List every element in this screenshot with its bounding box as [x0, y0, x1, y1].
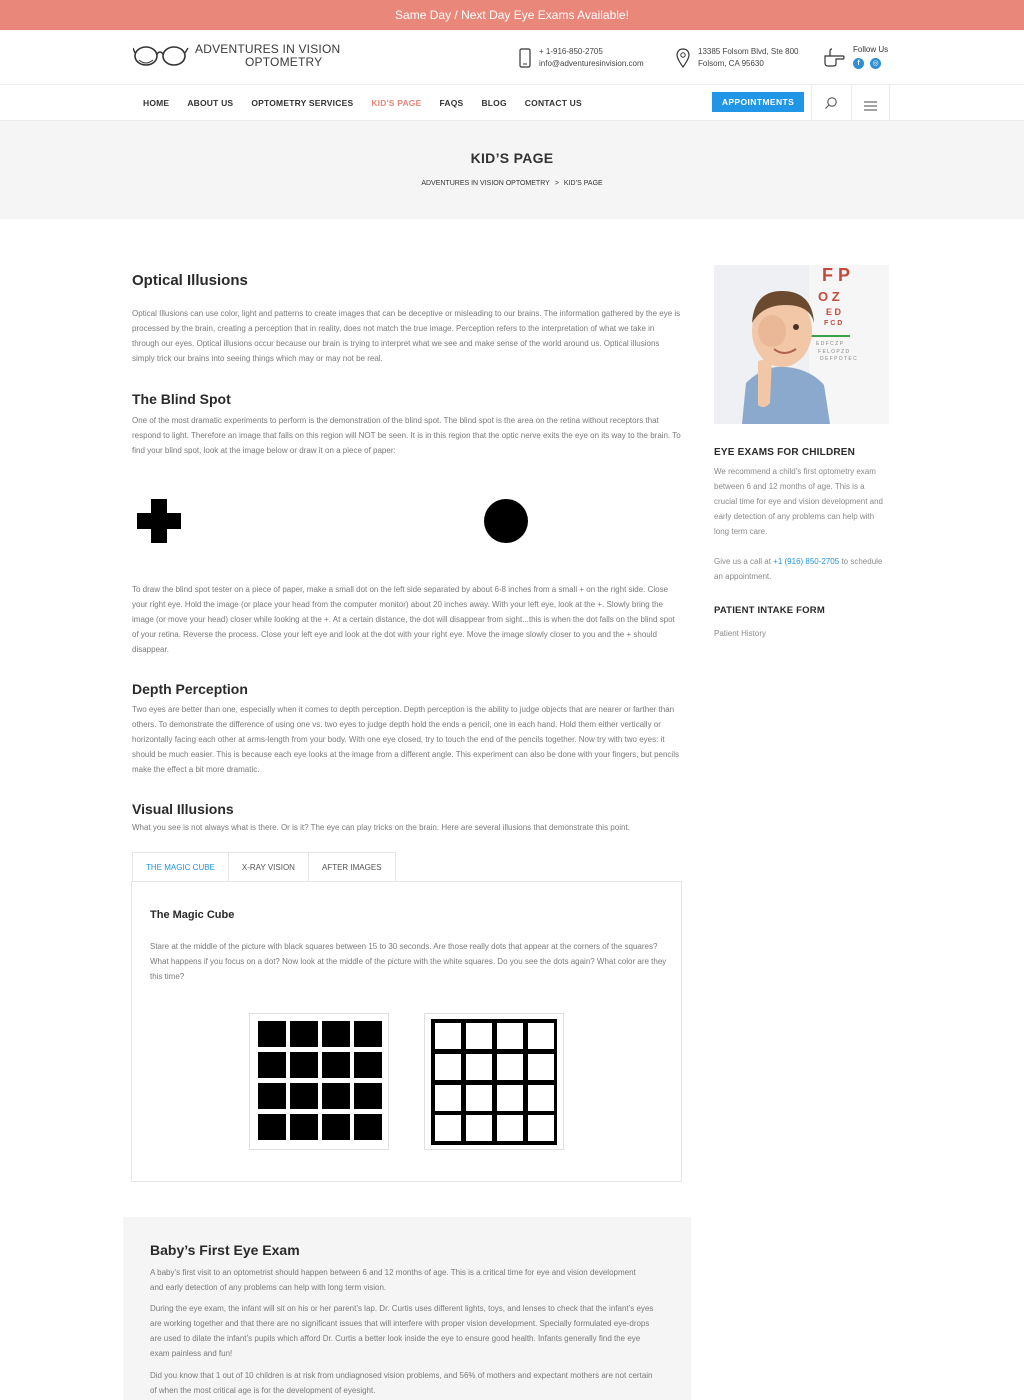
brand-line-2: OPTOMETRY: [245, 55, 323, 69]
plus-sign-icon: [136, 498, 182, 544]
patient-intake-heading: PATIENT INTAKE FORM: [714, 605, 825, 616]
main-navigation: [0, 85, 1024, 121]
visual-illusions-heading: Visual Illusions: [132, 801, 234, 817]
follow-us-label: Follow Us: [853, 45, 889, 54]
glasses-logo-icon: [133, 42, 189, 70]
breadcrumb-separator: >: [554, 180, 559, 187]
follow-us-block: [823, 44, 888, 69]
baby-paragraph-1: A baby’s first visit to an optometrist should happen between 6 and 12 months of age. This is a critical time for eye and vision development and early detection of any problems can help with long term vision.: [150, 1268, 636, 1292]
page-title-banner: [0, 121, 1024, 219]
svg-text:F E L O P Z D: F E L O P Z D: [818, 349, 850, 355]
pointing-hand-icon: [823, 47, 845, 67]
babys-first-eye-exam-section: [123, 1217, 691, 1400]
baby-paragraph-3: Did you know that 1 out of 10 children is at risk from undiagnosed vision problems, and 56% of mothers and expectant mothers are not certain of when the most critical age is for the development of eyesight.: [150, 1371, 653, 1395]
announcement-text: Same Day / Next Day Eye Exams Available!: [395, 8, 629, 22]
tab-panel: [131, 881, 682, 1182]
tab-magic-cube[interactable]: THE MAGIC CUBE: [132, 852, 228, 882]
sidebar: [714, 265, 889, 641]
black-squares-illusion: [249, 1013, 389, 1150]
facebook-icon[interactable]: f: [853, 58, 864, 69]
eye-exams-children-text: We recommend a child's first optometry exam between 6 and 12 months of age. This is a crucial time for eye and vision development and early detection of any problems can help with long term care.: [714, 467, 883, 536]
nav-divider: [851, 85, 852, 121]
brand-name: [195, 43, 340, 69]
child-eye-exam-photo: [714, 265, 889, 424]
illusion-tabs: [132, 852, 396, 882]
babys-first-eye-exam-heading: Baby’s First Eye Exam: [150, 1242, 300, 1258]
blind-spot-heading: The Blind Spot: [132, 391, 231, 407]
breadcrumb: [0, 180, 1024, 187]
svg-text:E D F C Z P: E D F C Z P: [816, 341, 843, 347]
call-to-schedule-text: [714, 554, 889, 584]
address-line-2: Folsom, CA 95630: [698, 59, 764, 68]
nav-kids-page[interactable]: KID'S PAGE: [371, 98, 422, 108]
depth-perception-heading: Depth Perception: [132, 681, 248, 697]
white-squares-grid: [425, 1014, 563, 1149]
baby-paragraph-2: During the eye exam, the infant will sit on his or her parent’s lap. Dr. Curtis uses different lights, toys, and lenses to check that the infant’s eyes are working together and that there are no significant issues that will interfere with proper vision development. Specially formulated eye-drops are used to dilate the infant’s pupils which afford Dr. Curtis a better look inside the eye to ensure good health. Infants generally find the eye exam painless and fun!: [150, 1304, 654, 1358]
breadcrumb-current: KID’S PAGE: [563, 180, 603, 187]
svg-text:D E F P O T E C: D E F P O T E C: [820, 356, 857, 362]
nav-divider: [889, 85, 890, 121]
child-covering-eye-illustration: [714, 265, 889, 424]
tab-x-ray-vision[interactable]: X-RAY VISION: [228, 852, 308, 882]
main-content: [132, 270, 682, 835]
appointments-button[interactable]: APPOINTMENTS: [712, 92, 804, 112]
search-icon[interactable]: [824, 96, 838, 115]
phone-icon: [519, 48, 531, 68]
email-address[interactable]: info@adventuresinvision.com: [539, 59, 644, 68]
depth-perception-text: Two eyes are better than one, especially when it comes to depth perception. Depth perception is the ability to judge objects that are nearer or farther than others. To demonstrate the difference of using one vs. two eyes to judge depth hold the ends a pencil, one in each hand. Hold them either vertically or horizontally facing each other at arms-length from your body. With one eye closed, try to touch the end of the pencils together. Now try with two eyes: it should be much easier. This is because each eye looks at the image from a different angle. This experiment can also be done with your fingers, but pencils make the effect a bit more dramatic.: [132, 705, 679, 774]
brand-line-1: ADVENTURES IN VISION: [195, 42, 341, 56]
svg-text:F P: F P: [822, 265, 851, 285]
nav-blog[interactable]: BLOG: [481, 98, 507, 108]
nav-home[interactable]: HOME: [143, 98, 170, 108]
instagram-icon[interactable]: ◎: [870, 58, 881, 69]
blind-spot-tester: [132, 458, 682, 582]
white-squares-illusion: [424, 1013, 564, 1150]
site-header: [0, 30, 1024, 85]
optical-illusions-heading: Optical Illusions: [132, 272, 248, 289]
visual-illusions-text: What you see is not always what is there. Or is it? The eye can play tricks on the brain. Here are several illusions that demonstrate this point.: [132, 823, 630, 832]
call-suffix: to schedule an appointment.: [714, 557, 883, 581]
phone-number[interactable]: + 1-916-850-2705: [539, 47, 603, 56]
svg-text:F C D: F C D: [824, 320, 843, 327]
site-logo[interactable]: [133, 42, 340, 70]
contact-phone-block: [519, 46, 644, 70]
hamburger-menu-icon[interactable]: [864, 98, 877, 116]
sidebar-phone-link[interactable]: +1 (916) 850-2705: [773, 557, 840, 566]
breadcrumb-home[interactable]: ADVENTURES IN VISION OPTOMETRY: [421, 180, 550, 187]
patient-history-link[interactable]: Patient History: [714, 629, 767, 638]
blind-spot-intro: One of the most dramatic experiments to perform is the demonstration of the blind spot. The blind spot is the area on the retina without receptors that respond to light. Therefore an image that falls on this region will NOT be seen. It is in this region that the optic nerve exits the eye on its way to the brain. To find your blind spot, look at the image below or draw it on a piece of paper:: [132, 416, 681, 455]
page-title: KID’S PAGE: [470, 150, 554, 166]
nav-divider: [811, 85, 812, 121]
contact-address-block: [676, 46, 799, 70]
tab-after-images[interactable]: AFTER IMAGES: [308, 852, 396, 882]
black-squares-grid: [250, 1014, 388, 1149]
nav-contact-us[interactable]: CONTACT US: [524, 98, 582, 108]
svg-text:O Z: O Z: [818, 289, 840, 304]
nav-about-us[interactable]: ABOUT US: [187, 98, 234, 108]
eye-exams-children-heading: EYE EXAMS FOR CHILDREN: [714, 447, 856, 458]
announcement-bar: [0, 0, 1024, 30]
magic-cube-text: Stare at the middle of the picture with black squares between 15 to 30 seconds. Are those really dots that appear at the corners of the squares? What happens if you focus on a dot? Now look at the middle of the picture with the white squares. Do you see the dots again? What color are they this time?: [150, 942, 667, 981]
nav-optometry-services[interactable]: OPTOMETRY SERVICES: [251, 98, 354, 108]
optical-illusions-text: Optical Illusions can use color, light and patterns to create images that can be deceptive or misleading to our brains. The information gathered by the eye is processed by the brain, creating a perception that in reality, does not match the true image. Perception refers to the interpretation of what we take in through our eyes. Optical illusions occur because our brain is trying to interpret what we see and make sense of the world around us. Optical illusions simply trick our brains into seeing things which may or may not be real.: [132, 309, 681, 363]
map-pin-icon: [676, 48, 690, 68]
address-line-1: 13385 Folsom Blvd, Ste 800: [698, 47, 799, 56]
call-prefix: Give us a call at: [714, 557, 771, 566]
svg-text:E D: E D: [826, 307, 842, 317]
black-dot-icon: [483, 498, 529, 544]
magic-cube-heading: The Magic Cube: [150, 909, 235, 921]
nav-faqs[interactable]: FAQS: [439, 98, 464, 108]
blind-spot-instructions: To draw the blind spot tester on a piece of paper, make a small dot on the left side separated by about 6-8 inches from a small + on the right side. Close your right eye. Hold the image (or place your head from the computer monitor) about 20 inches away. With your left eye, look at the +. Slowly bring the image (or move your head) closer while looking at the +. At a certain distance, the dot will disappear from sight...this is when the dot falls on the blind spot of your retina. Reverse the process. Close your left eye and look at the dot with your right eye. Move the image slowly closer to you and the + should disappear.: [132, 585, 675, 654]
